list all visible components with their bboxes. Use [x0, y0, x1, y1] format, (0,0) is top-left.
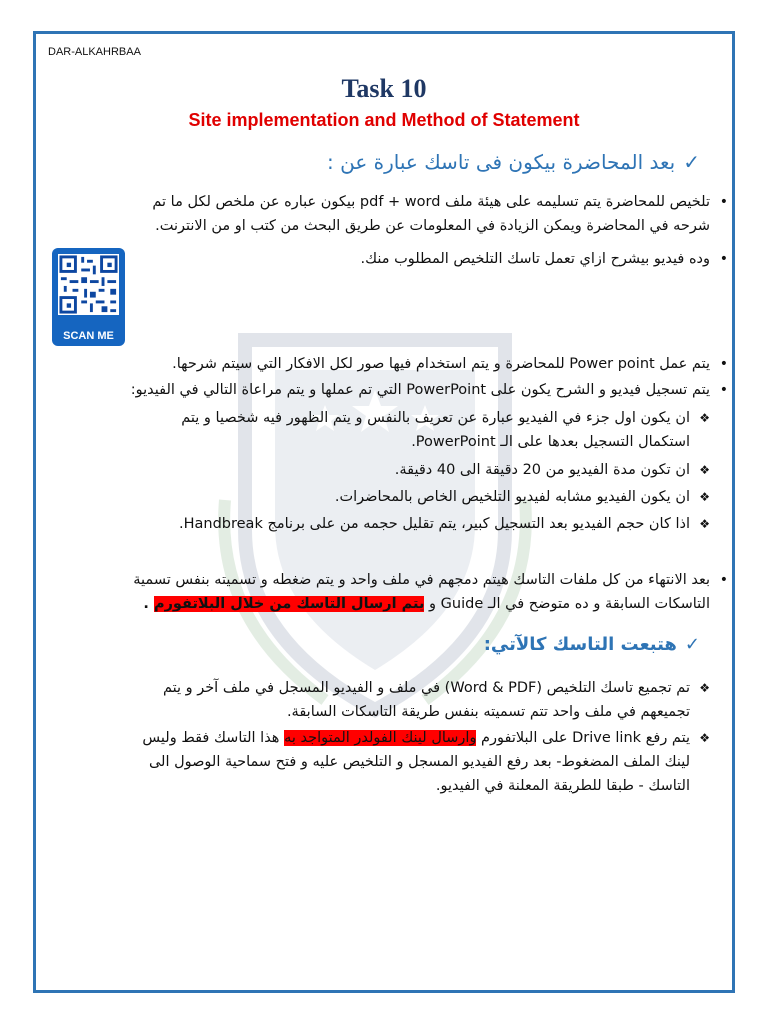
sub-item [80, 676, 710, 724]
section2-heading-text: هتبعت التاسك كالآتي: [483, 634, 677, 655]
sub-item-text: ان تكون مدة الفيديو من 20 دقيقة الى 40 دقيقة. [394, 462, 690, 478]
diamond-bullet-icon: ❖ [699, 490, 710, 504]
highlighted-text: وارسال لينك الفولدر المتواجد به [284, 730, 477, 746]
qr-scan-label: SCAN ME [63, 330, 114, 342]
section2-heading [484, 634, 700, 655]
sub-item [90, 458, 710, 482]
sub-item-text: تم تجميع تاسك التلخيص (Word & PDF) في ملف و الفيديو المسجل في ملف آخر و يتم [162, 680, 690, 696]
sub-item-text: لينك الملف المضغوط- بعد رفع الفيديو المسجل و التلخيص عليه و فتح سماحية الوصول الى [148, 754, 690, 770]
sub-item-text: ان يكون الفيديو مشابه لفيديو التلخيص الخاص بالمحاضرات. [334, 489, 690, 505]
diamond-bullet-icon: ❖ [699, 681, 710, 695]
sub-item-text: اذا كان حجم الفيديو بعد التسجيل كبير، يتم تقليل حجمه من على برنامج Handbreak. [179, 516, 690, 532]
bullet-dot-icon: • [719, 251, 728, 267]
bullet-dot-icon: • [719, 572, 728, 588]
sub-item [90, 485, 710, 509]
qr-icon [58, 254, 119, 315]
bullet-text-end: . [143, 596, 154, 612]
bullet-item [70, 378, 728, 402]
sub-item [70, 726, 710, 798]
page-subtitle: Site implementation and Method of Statement [188, 110, 580, 130]
sub-item [90, 512, 710, 536]
bullet-text: يتم تسجيل فيديو و الشرح يكون على PowerPoint التي تم عملها و يتم مراعاة التالي في الفيديو: [130, 382, 710, 398]
diamond-bullet-icon: ❖ [699, 517, 710, 531]
sub-item-text [70, 726, 690, 750]
bullet-text [70, 592, 710, 616]
diamond-bullet-icon: ❖ [699, 463, 710, 477]
bullet-text: تلخيص للمحاضرة يتم تسليمه على هيئة ملف pdf + word بيكون عباره عن ملخص لكل ما تم [152, 194, 710, 210]
sub-item-text-part: هذا التاسك فقط وليس [142, 730, 285, 746]
bullet-item [150, 247, 728, 271]
checkmark-icon: ✓ [683, 150, 700, 174]
sub-item-text: تجميعهم في ملف واحد تتم تسميته بنفس طريقة التاسكات السابقة. [286, 704, 690, 720]
bullet-text: يتم عمل Power point للمحاضرة و يتم استخدام فيها صور لكل الافكار التي سيتم شرحها. [172, 356, 710, 372]
section1-heading-text: بعد المحاضرة بيكون فى تاسك عبارة عن : [327, 150, 676, 174]
brand-label: DAR-ALKAHRBAA [48, 46, 141, 58]
bullet-item [70, 190, 728, 238]
bullet-item [70, 568, 728, 616]
sub-item [90, 406, 710, 454]
bullet-item [70, 352, 728, 376]
sub-item-text: التاسك - طبقا للطريقة المعلنة في الفيديو. [435, 778, 690, 794]
bullet-text: شرحه في المحاضرة ويمكن الزيادة في المعلومات عن طريق البحث من كتب او من الانترنت. [155, 218, 710, 234]
bullet-dot-icon: • [719, 356, 728, 372]
highlighted-text: يتم ارسال التاسك من خلال البلاتفورم [153, 596, 425, 612]
bullet-dot-icon: • [719, 382, 728, 398]
sub-item-text: ان يكون اول جزء في الفيديو عبارة عن تعريف بالنفس و يتم الظهور فيه شخصيا و يتم [181, 410, 690, 426]
diamond-bullet-icon: ❖ [699, 411, 710, 425]
section1-heading [327, 150, 700, 174]
bullet-text: بعد الانتهاء من كل ملفات التاسك هيتم دمجهم في ملف واحد و يتم ضغطه و تسميته بنفس تسمية [133, 572, 710, 588]
page-title: Task 10 [341, 74, 427, 103]
bullet-text-part: التاسكات السابقة و ده متوضح في الـ Guide و [424, 596, 710, 612]
checkmark-icon: ✓ [684, 634, 700, 655]
sub-item-text-part: يتم رفع Drive link على البلاتفورم [476, 730, 690, 746]
sub-item-text: استكمال التسجيل بعدها على الـ PowerPoint. [411, 434, 690, 450]
bullet-dot-icon: • [719, 194, 728, 210]
diamond-bullet-icon: ❖ [699, 731, 710, 745]
bullet-text: وده فيديو بيشرح ازاي تعمل تاسك التلخيص المطلوب منك. [360, 251, 710, 267]
qr-code[interactable] [52, 248, 125, 346]
